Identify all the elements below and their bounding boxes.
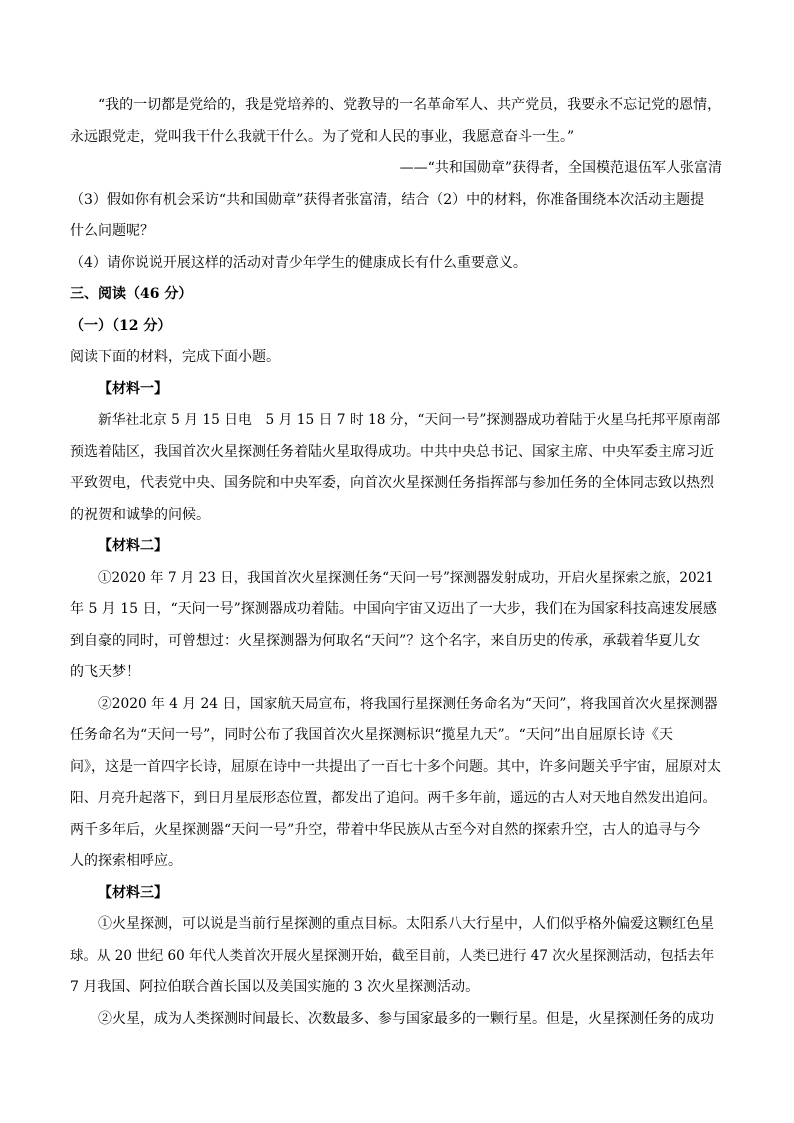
question-3: （3）假如你有机会采访“共和国勋章”获得者张富清，结合（2）中的材料，你准备围绕本次活动主题提: [70, 191, 705, 208]
question-4: （4）请你说说开展这样的活动对青少年学生的健康成长有什么重要意义。: [70, 254, 527, 271]
material-2-line: 两千多年后，火星探测器“天问一号”升空，带着中华民族从古至今对自然的探索升空，古人的追寻与今: [70, 821, 701, 838]
material-3-title: 【材料三】: [98, 884, 168, 901]
material-1-title: 【材料一】: [98, 380, 168, 397]
question-3-continued: 什么问题呢？: [70, 223, 154, 239]
material-3-line: ②火星，成为人类探测时间最长、次数最多、参与国家最多的一颗行星。但是，火星探测任务的成功: [98, 1010, 714, 1027]
sub-section-heading: （一）（12 分）: [70, 317, 172, 334]
material-2-line: ①2020 年 7 月 23 日，我国首次火星探测任务“天问一号”探测器发射成功，开启火星探索之旅，2021: [98, 569, 714, 586]
material-2-line: ②2020 年 4 月 24 日，国家航天局宣布，将我国行星探测任务命名为“天问”，将我国首次火星探测器: [98, 695, 718, 712]
instruction-text: 阅读下面的材料，完成下面小题。: [70, 349, 280, 365]
material-2-line: 人的探索相呼应。: [70, 853, 182, 869]
quote-attribution: ——“共和国勋章”获得者，全国模范退伍军人张富清: [399, 160, 722, 176]
material-2-title: 【材料二】: [98, 538, 168, 554]
material-2-line: 年 5 月 15 日，“天问一号”探测器成功着陆。中国向宇宙又迈出了一大步，我们在为国家科技高速发展感: [70, 601, 717, 617]
material-1-line: 预选着陆区，我国首次火星探测任务着陆火星取得成功。中共中央总书记、国家主席、中央军委主席习近: [70, 443, 714, 460]
material-3-line: ①火星探测，可以说是当前行星探测的重点目标。太阳系八大行星中，人们似乎格外偏爱这颗红色星: [98, 916, 714, 932]
material-2-line: 任务命名为“天问一号”，同时公布了我国首次火星探测标识“揽星九天”。“天问”出自屈原长诗《天: [70, 727, 673, 743]
material-2-line: 问》，这是一首四字长诗，屈原在诗中一共提出了一百七十多个问题。其中，许多问题关乎宇宙，屈原对太: [70, 758, 721, 775]
material-1-line: 新华社北京 5 月 15 日电 5 月 15 日 7 时 18 分，“天问一号”探测器成功着陆于火星乌托邦平原南部: [98, 412, 721, 428]
section-heading: 三、阅读（46 分）: [70, 286, 193, 302]
material-3-line: 球。从 20 世纪 60 年代人类首次开展火星探测开始，截至目前，人类已进行 47 次火星探测活动，包括去年: [70, 947, 715, 964]
material-1-line: 平致贺电，代表党中央、国务院和中央军委，向首次火星探测任务指挥部与参加任务的全体同志致以热烈: [70, 475, 714, 491]
material-1-line: 的祝贺和诚挚的问候。: [70, 506, 210, 523]
quote-line: “我的一切都是党给的，我是党培养的、党教导的一名革命军人、共产党员，我要永不忘记党的恩情，: [98, 97, 722, 113]
document-body: [70, 90, 722, 1035]
material-2-line: 到自豪的同时，可曾想过：火星探测器为何取名“天问”？这个名字，来自历史的传承，承载着华夏儿女: [70, 632, 701, 649]
material-2-line: 的飞天梦！: [70, 664, 140, 680]
material-3-line: 7 月我国、阿拉伯联合酋长国以及美国实施的 3 次火星探测活动。: [70, 979, 480, 995]
material-2-line: 阳、月亮升起落下，到日月星辰形态位置，都发出了追问。两千多年前，遥远的古人对天地自然发出追问。: [70, 790, 717, 806]
quote-line: 永远跟党走，党叫我干什么我就干什么。为了党和人民的事业，我愿意奋斗一生。”: [70, 128, 575, 145]
